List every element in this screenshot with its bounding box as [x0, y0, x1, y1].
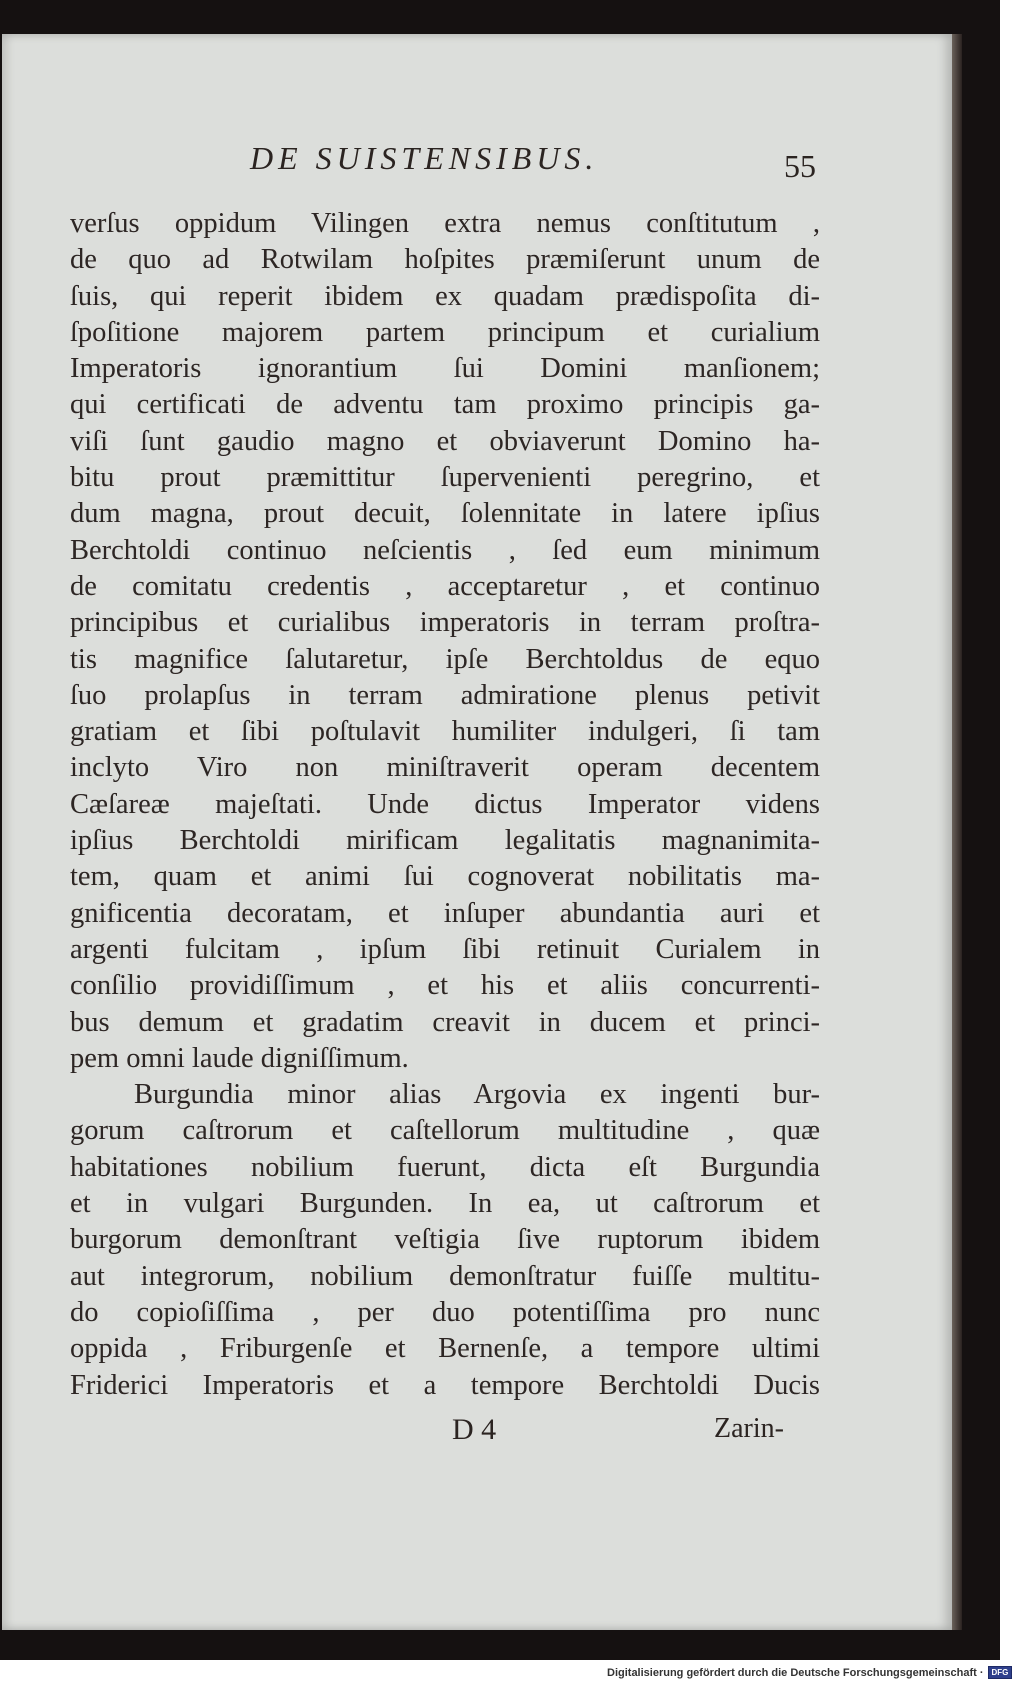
text-line: de quo ad Rotwilam hoſpites præmiſerunt unum de	[70, 244, 820, 276]
text-line: et in vulgari Burgunden. In ea, ut caſtrorum et	[70, 1188, 820, 1220]
dfg-logo-icon: DFG	[988, 1666, 1012, 1679]
text-line: burgorum demonſtrant veſtigia ſive ruptorum ibidem	[70, 1224, 820, 1256]
catchword: Zarin-	[714, 1413, 784, 1444]
text-line: Imperatoris ignorantium ſui Domini manſionem;	[70, 353, 820, 385]
text-line: tis magnifice ſalutaretur, ipſe Berchtoldus de equo	[70, 643, 820, 675]
text-line: Cæſareæ majeſtati. Unde dictus Imperator videns	[70, 788, 820, 820]
text-line: bitu prout præmittitur ſupervenienti peregrino, et	[70, 462, 820, 494]
text-line: viſi ſunt gaudio magno et obviaverunt Domino ha-	[70, 425, 820, 457]
text-line: pem omni laude digniſſimum.	[70, 1042, 409, 1074]
text-line: aut integrorum, nobilium demonſtratur fuiſſe multitu-	[70, 1260, 820, 1292]
text-line: habitationes nobilium fuerunt, dicta eſt Burgundia	[70, 1151, 820, 1183]
text-line: dum magna, prout decuit, ſolennitate in latere ipſius	[70, 498, 820, 530]
signature-mark: D 4	[452, 1413, 497, 1446]
text-line: qui certificati de adventu tam proximo principis ga-	[70, 389, 820, 421]
text-line: conſilio providiſſimum , et his et aliis concurrenti-	[70, 970, 820, 1002]
text-line: Berchtoldi continuo neſcientis , ſed eum minimum	[70, 534, 820, 566]
page-edge	[952, 34, 962, 1630]
text-line: argenti fulcitam , ipſum ſibi retinuit Curialem in	[70, 933, 820, 965]
text-line: gnificentia decoratam, et inſuper abundantia auri et	[70, 897, 820, 929]
text-line: verſus oppidum Vilingen extra nemus conſtitutum ,	[70, 208, 820, 239]
text-line: Friderici Imperatoris et a tempore Berchtoldi Ducis	[70, 1369, 820, 1401]
text-line: Burgundia minor alias Argovia ex ingenti bur-	[134, 1079, 820, 1111]
credit-text: Digitalisierung gefördert durch die Deutsche Forschungsgemeinschaft ·	[607, 1666, 984, 1679]
text-line: ſpoſitione majorem partem principum et curialium	[70, 316, 820, 348]
text-line: bus demum et gradatim creavit in ducem et princi-	[70, 1006, 820, 1038]
text-line: oppida , Friburgenſe et Bernenſe, a tempore ultimi	[70, 1333, 820, 1365]
text-line: do copioſiſſima , per duo potentiſſima pro nunc	[70, 1296, 820, 1328]
text-line: gorum caſtrorum et caſtellorum multitudine , quæ	[70, 1115, 820, 1147]
text-line: inclyto Viro non miniſtraverit operam decentem	[70, 752, 820, 784]
page-number: 55	[784, 148, 816, 184]
text-line: ſuis, qui reperit ibidem ex quadam prædispoſita di-	[70, 280, 820, 312]
running-head: DE SUISTENSIBUS.	[250, 140, 599, 176]
body-text	[70, 206, 820, 1404]
text-line: ipſius Berchtoldi mirificam legalitatis magnanimita-	[70, 825, 820, 857]
text-line: tem, quam et animi ſui cognoverat nobilitatis ma-	[70, 861, 820, 893]
text-line: gratiam et ſibi poſtulavit humiliter indulgeri, ſi tam	[70, 716, 820, 748]
paragraph-1	[70, 206, 820, 1077]
paragraph-2	[70, 1077, 820, 1404]
text-line: de comitatu credentis , acceptaretur , et continuo	[70, 570, 820, 602]
digitization-credit	[607, 1666, 1012, 1679]
text-line: principibus et curialibus imperatoris in terram proſtra-	[70, 607, 820, 639]
text-line: ſuo prolapſus in terram admiratione plenus petivit	[70, 679, 820, 711]
